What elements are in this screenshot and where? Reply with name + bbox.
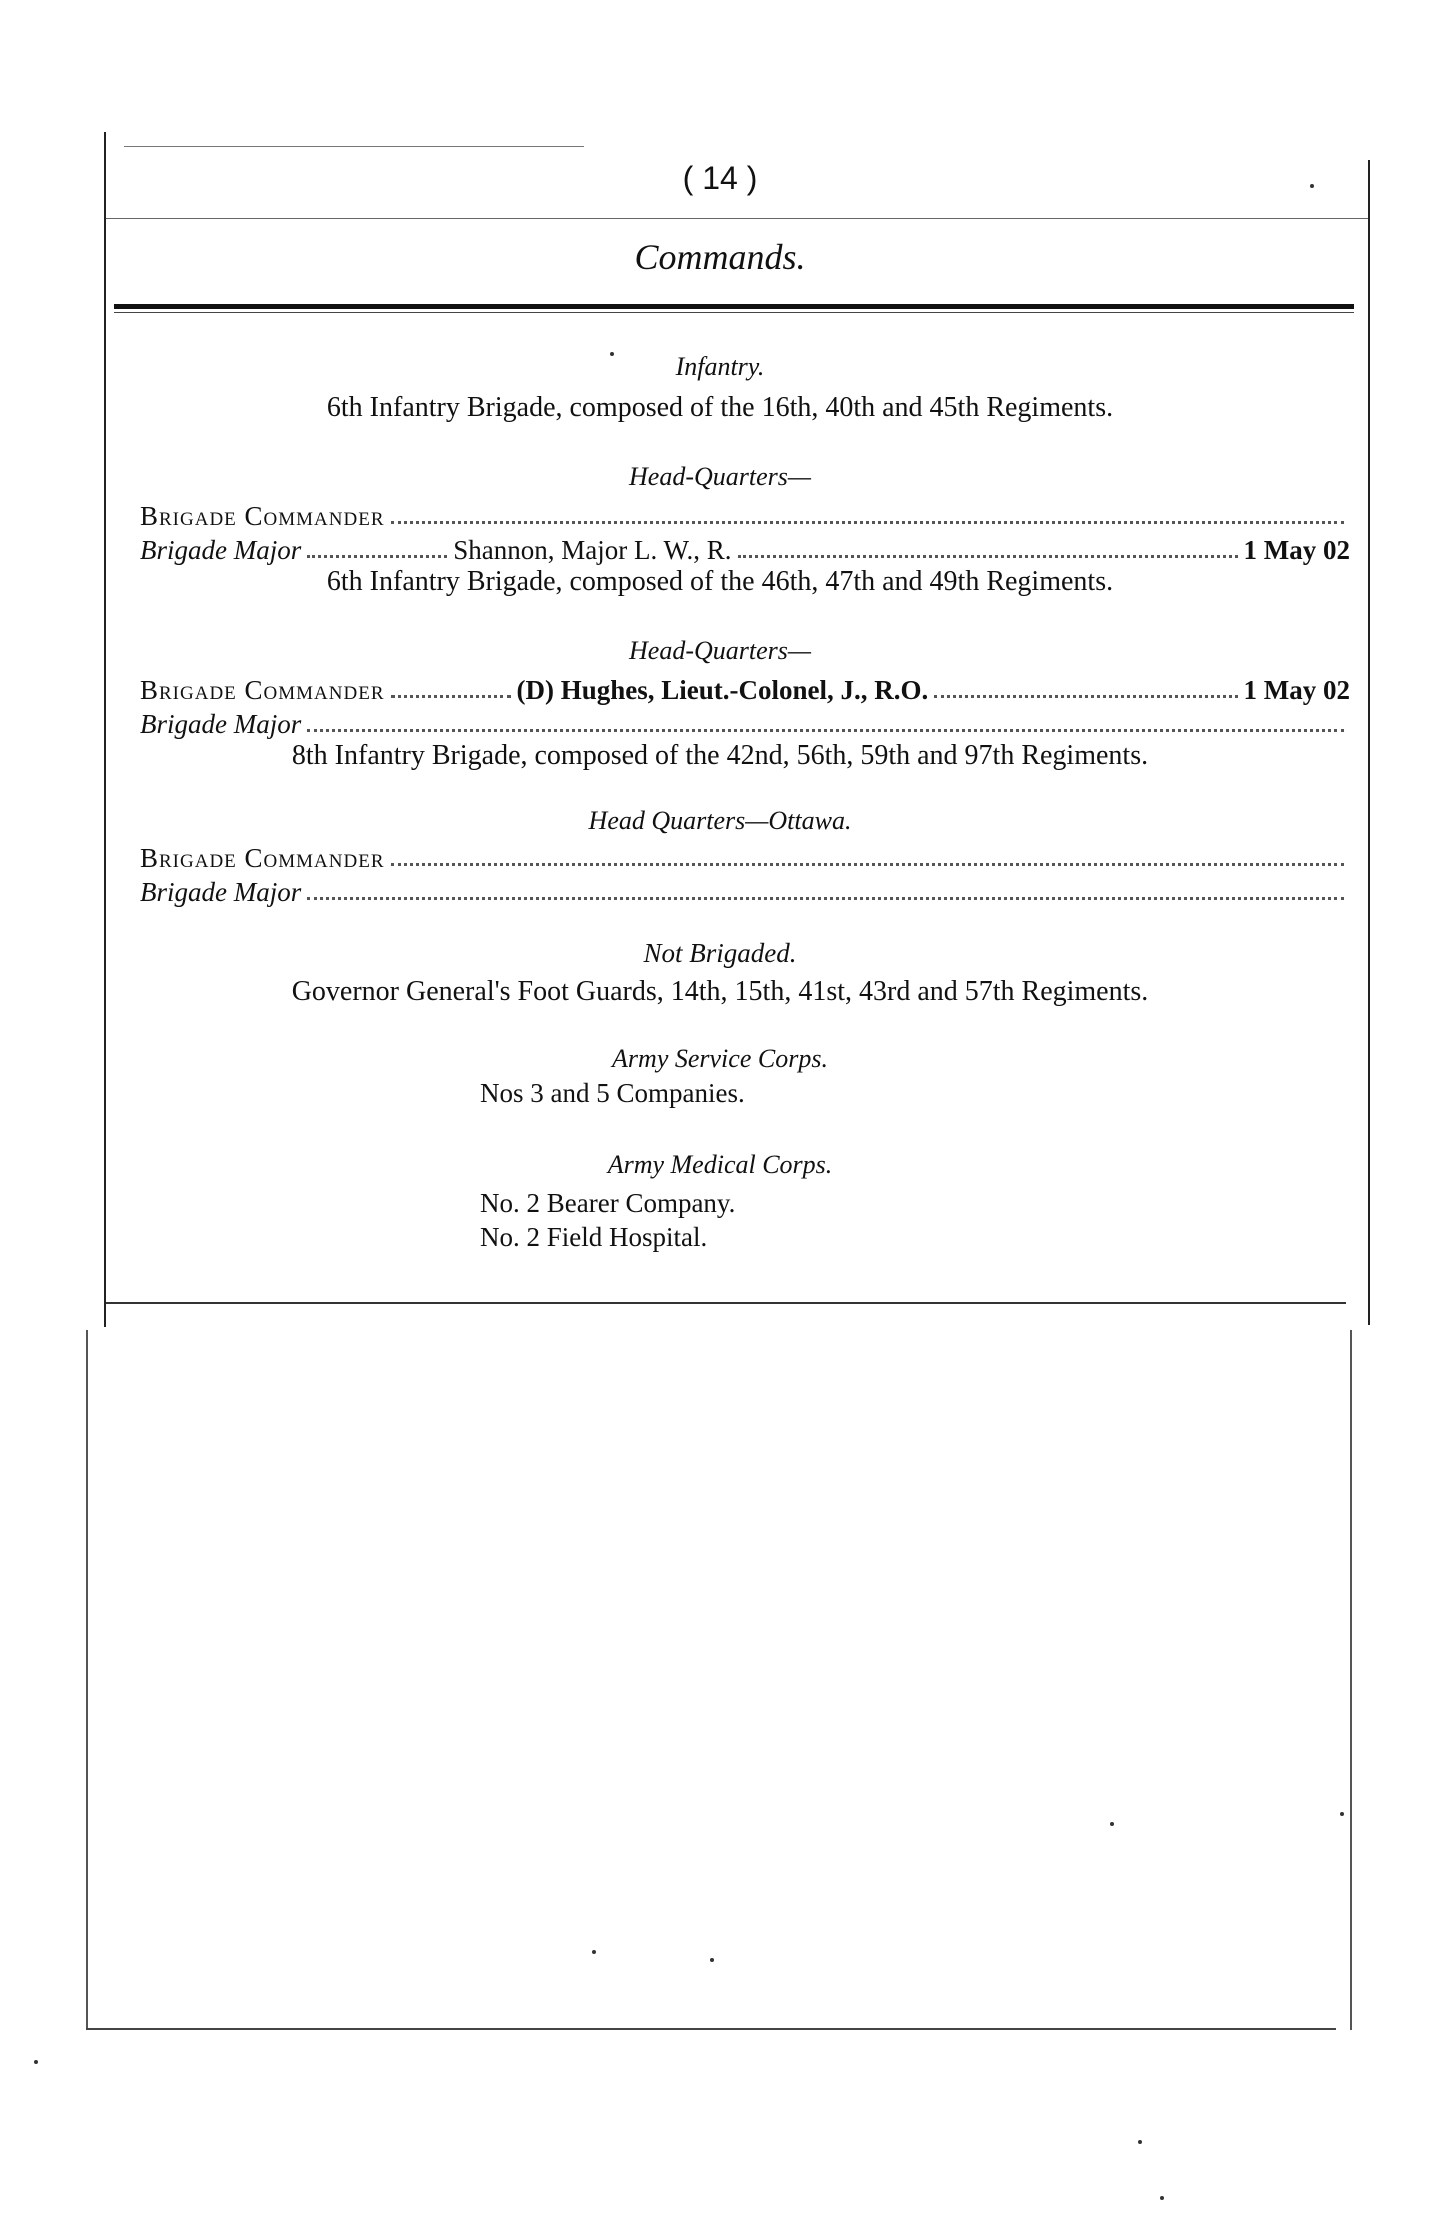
rule-under-page-number bbox=[106, 218, 1368, 219]
brigade-1-major-date: 1 May 02 bbox=[1243, 535, 1350, 565]
scan-speck bbox=[1160, 2196, 1164, 2200]
army-medical-line-2: No. 2 Field Hospital. bbox=[480, 1222, 708, 1252]
leader-dots bbox=[391, 695, 511, 698]
scan-speck bbox=[710, 1958, 714, 1962]
leader-dots bbox=[307, 729, 1344, 732]
not-brigaded-text: Governor General's Foot Guards, 14th, 15th, 41st, 43rd and 57th Regiments. bbox=[291, 976, 1149, 1007]
scan-speck bbox=[610, 352, 614, 356]
brigade-3-heading: 8th Infantry Brigade, composed of the 42nd, 56th, 59th and 97th Regiments. bbox=[291, 740, 1149, 771]
leader-dots bbox=[934, 695, 1237, 698]
leader-dots bbox=[738, 555, 1238, 558]
lower-bottom-rule bbox=[86, 2028, 1336, 2030]
brigade-2-major-label: Brigade Major bbox=[140, 709, 302, 739]
lower-right-border bbox=[1350, 1330, 1352, 2030]
brigade-3-major-row bbox=[140, 872, 1350, 908]
scan-speck bbox=[592, 1950, 596, 1954]
scan-speck bbox=[1138, 2140, 1142, 2144]
brigade-2-heading: 6th Infantry Brigade, composed of the 46th, 47th and 49th Regiments. bbox=[326, 566, 1114, 597]
army-medical-line-1: No. 2 Bearer Company. bbox=[480, 1188, 736, 1218]
brigade-3-major-label: Brigade Major bbox=[140, 877, 302, 907]
brigade-1-commander-label: Brigade Commander bbox=[140, 501, 385, 531]
leader-dots bbox=[307, 555, 447, 558]
brigade-2-commander-value: (D) Hughes, Lieut.-Colonel, J., R.O. bbox=[516, 675, 929, 705]
scan-speck bbox=[1310, 184, 1314, 188]
page-number: ( 14 ) bbox=[682, 160, 758, 196]
not-brigaded-heading: Not Brigaded. bbox=[643, 938, 797, 968]
section-heading: Infantry. bbox=[675, 352, 765, 381]
brigade-2-commander-date: 1 May 02 bbox=[1243, 675, 1350, 705]
brigade-2-major-row bbox=[140, 704, 1350, 740]
brigade-1-heading: 6th Infantry Brigade, composed of the 16th, 40th and 45th Regiments. bbox=[326, 392, 1114, 423]
brigade-2-commander-label: Brigade Commander bbox=[140, 675, 385, 705]
brigade-1-major-row bbox=[140, 530, 1350, 566]
brigade-1-major-label: Brigade Major bbox=[140, 535, 302, 565]
scan-speck bbox=[34, 2060, 38, 2064]
leader-dots bbox=[391, 863, 1345, 866]
bottom-rule bbox=[106, 1302, 1346, 1304]
brigade-1-commander-row bbox=[140, 496, 1350, 532]
brigade-2-hq: Head-Quarters— bbox=[629, 636, 811, 665]
left-border bbox=[104, 132, 106, 1327]
brigade-3-commander-row bbox=[140, 838, 1350, 874]
army-service-heading: Army Service Corps. bbox=[612, 1044, 828, 1073]
title-thin-rule bbox=[114, 312, 1354, 313]
right-border bbox=[1368, 160, 1370, 1325]
army-medical-heading: Army Medical Corps. bbox=[607, 1150, 833, 1179]
army-service-text: Nos 3 and 5 Companies. bbox=[480, 1078, 745, 1108]
leader-dots bbox=[307, 897, 1344, 900]
brigade-2-commander-row bbox=[140, 670, 1350, 706]
top-rule-fragment bbox=[124, 146, 584, 147]
brigade-1-major-value: Shannon, Major L. W., R. bbox=[453, 535, 732, 565]
scan-speck bbox=[1110, 1822, 1114, 1826]
page-title: Commands. bbox=[634, 237, 806, 277]
title-heavy-rule bbox=[114, 304, 1354, 309]
brigade-1-hq: Head-Quarters— bbox=[629, 462, 811, 491]
leader-dots bbox=[391, 521, 1345, 524]
brigade-3-hq: Head Quarters—Ottawa. bbox=[588, 806, 852, 835]
scan-speck bbox=[1340, 1812, 1344, 1816]
brigade-3-commander-label: Brigade Commander bbox=[140, 843, 385, 873]
lower-left-border bbox=[86, 1330, 88, 2030]
